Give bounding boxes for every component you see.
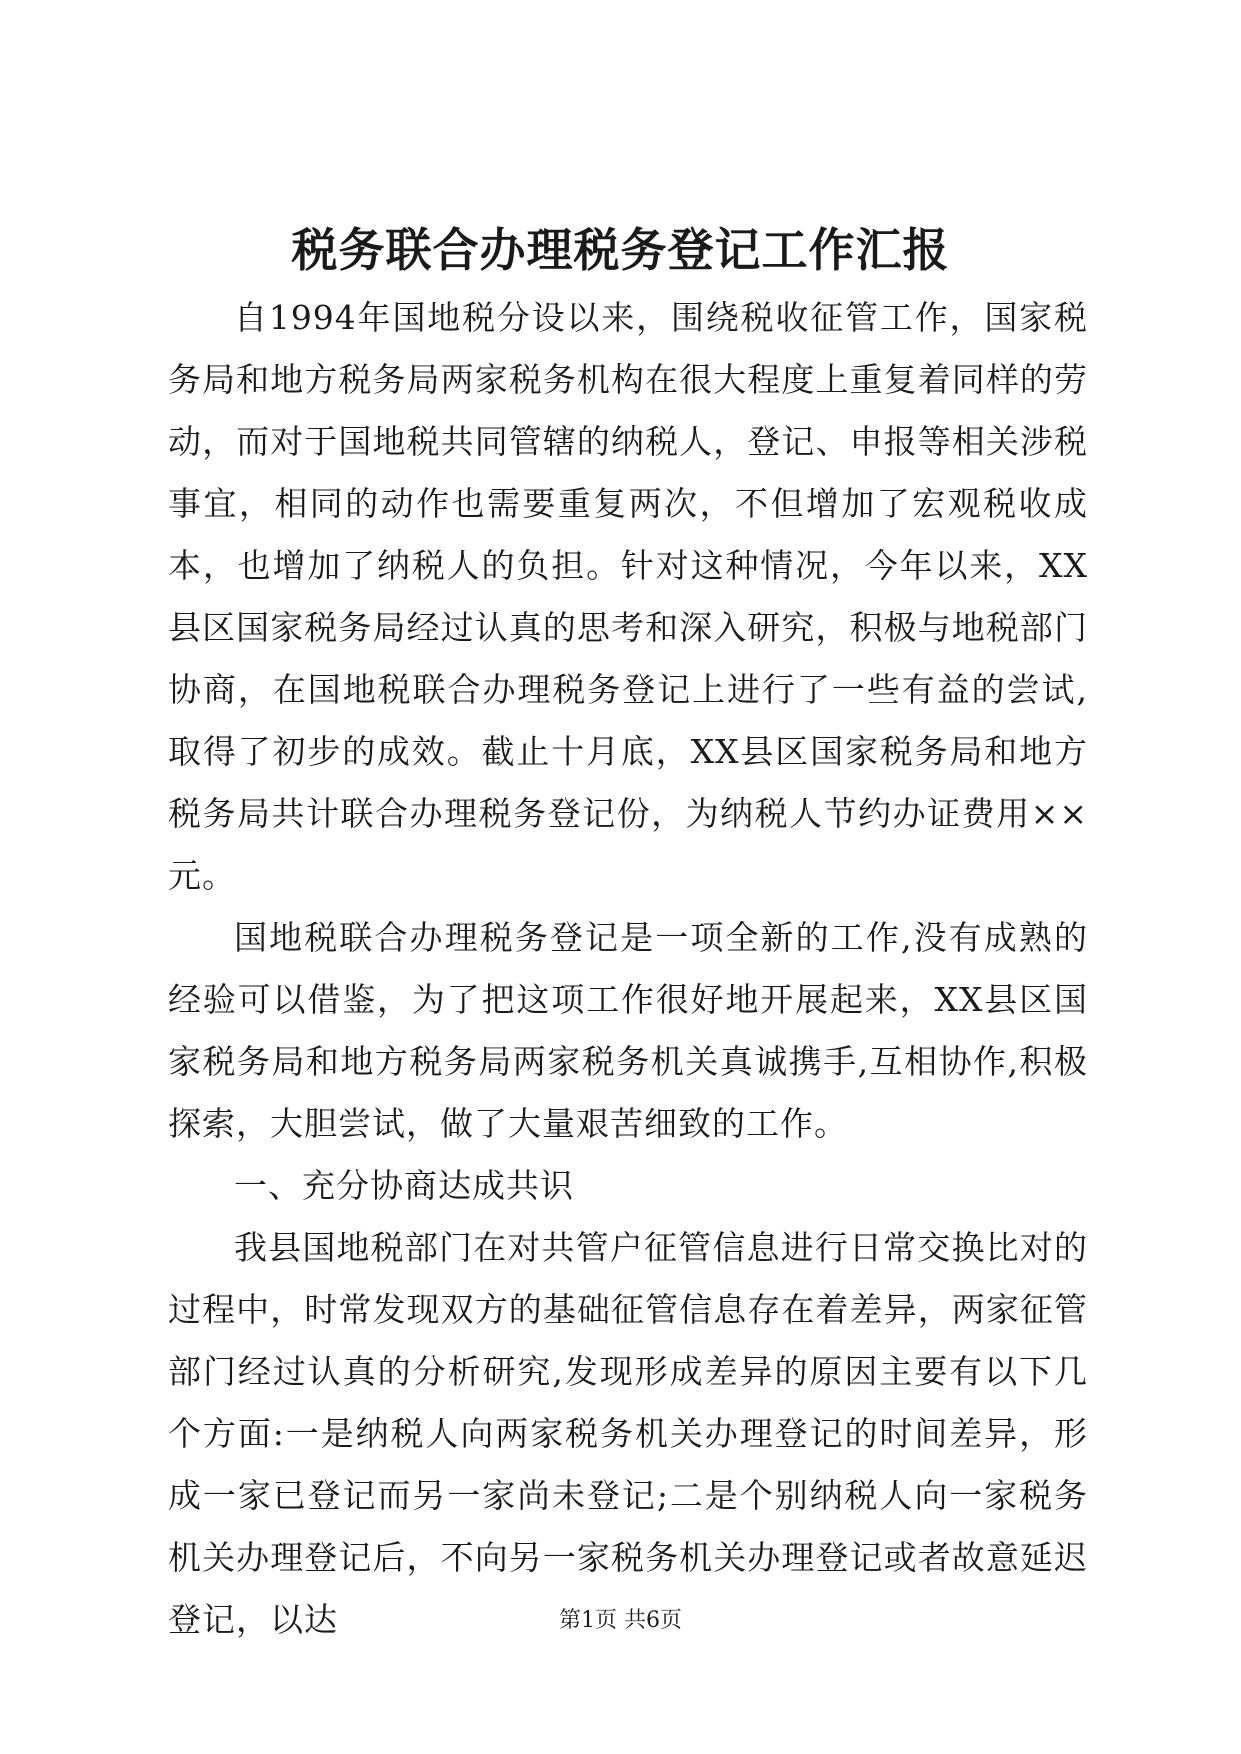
document-title: 税务联合办理税务登记工作汇报 <box>291 223 950 277</box>
paragraph-background: 国地税联合办理税务登记是一项全新的工作,没有成熟的经验可以借鉴，为了把这项工作很好地开展起来，XX县区国家税务局和地方税务局两家税务机关真诚携手,互相协作,积极探索，大胆尝试，做了大量艰苦细致的工作。 <box>168 918 1088 1143</box>
page-footer: 第1页 共6页 <box>559 1608 682 1633</box>
paragraph-intro: 自1994年国地税分设以来，围绕税收征管工作，国家税务局和地方税务局两家税务机构在很大程度上重复着同样的劳动，而对于国地税共同管辖的纳税人，登记、申报等相关涉税事宜，相同的动作也需要重复两次，不但增加了宏观税收成本，也增加了纳税人的负担。针对这种情况，今年以来，XX县区国家税务局经过认真的思考和深入研究，积极与地税部门协商，在国地税联合办理税务登记上进行了一些有益的尝试,取得了初步的成效。截止十月底，XX县区国家税务局和地方税务局共计联合办理税务登记份，为纳税人节约办证费用××元。 <box>168 298 1088 895</box>
paragraph-section-1: 我县国地税部门在对共管户征管信息进行日常交换比对的过程中，时常发现双方的基础征管信息存在着差异，两家征管部门经过认真的分析研究,发现形成差异的原因主要有以下几个方面:一是纳税人向两家税务机关办理登记的时间差异，形成一家已登记而另一家尚未登记;二是个别纳税人向一家税务机关办理登记后，不向另一家税务机关办理登记或者故意延迟登记，以达 <box>168 1228 1088 1639</box>
document-body <box>168 287 1088 1651</box>
section-heading-1: 一、充分协商达成共识 <box>234 1166 574 1205</box>
